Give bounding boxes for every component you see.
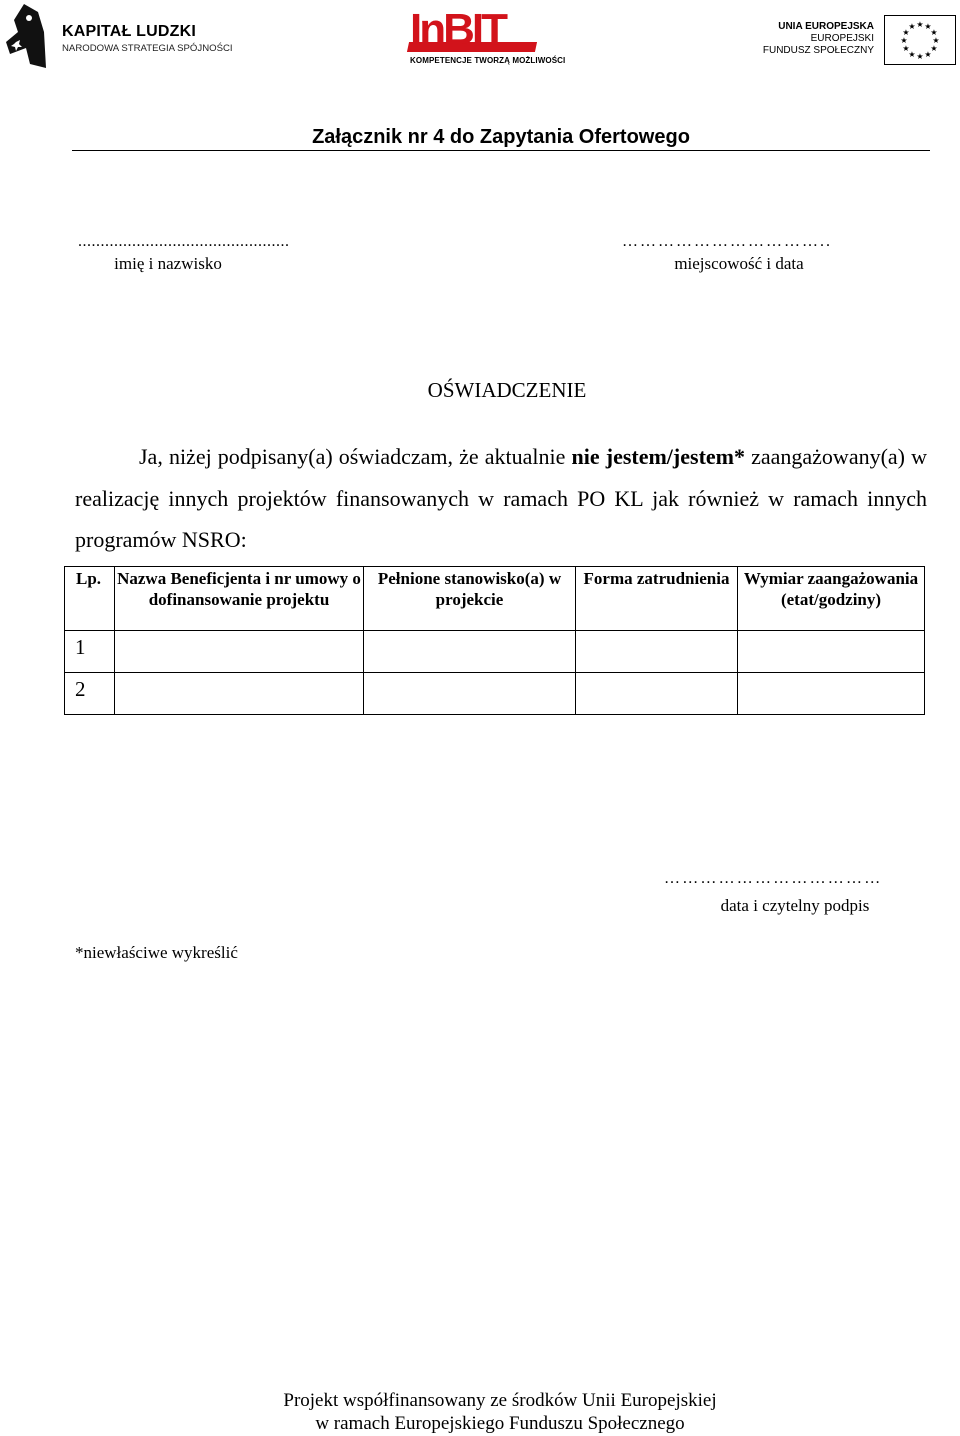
svg-text:★: ★ <box>908 22 916 31</box>
svg-text:★: ★ <box>930 28 938 37</box>
eu-line-2: EUROPEJSKI <box>810 33 874 44</box>
table-header-beneficiary: Nazwa Beneficjenta i nr umowy o dofinansowanie projektu <box>115 567 364 631</box>
statement-part-1: Ja, niżej podpisany(a) oświadczam, że aktualnie <box>139 444 572 469</box>
statement-paragraph <box>75 436 927 561</box>
inbit-logo <box>408 5 566 68</box>
svg-text:★: ★ <box>908 50 916 59</box>
kapital-ludzki-logo <box>4 2 233 70</box>
svg-text:★: ★ <box>924 50 932 59</box>
eu-flag-icon <box>884 15 956 65</box>
footnote: *niewłaściwe wykreślić <box>75 943 238 962</box>
table-header-lp: Lp. <box>65 567 115 631</box>
inbit-tagline: KOMPETENCJE TWORZĄ MOŻLIWOŚCI <box>410 56 566 65</box>
svg-text:★: ★ <box>916 52 924 61</box>
svg-text:★: ★ <box>902 44 910 53</box>
place-date-label: miejscowość i data <box>674 254 804 273</box>
table-row <box>65 673 925 715</box>
table-header-position: Pełnione stanowisko(a) w projekcie <box>364 567 576 631</box>
table-cell[interactable] <box>576 631 738 673</box>
table-cell[interactable] <box>576 673 738 715</box>
svg-text:★: ★ <box>924 22 932 31</box>
eu-logo-text <box>763 21 874 57</box>
table-cell[interactable] <box>115 673 364 715</box>
table-header-engagement: Wymiar zaangażowania (etat/godziny) <box>738 567 925 631</box>
statement-part-2: zaangażowany(a) w realizację innych projektów finansowanych w ramach PO KL jak również w ramach innych programów NSRO: <box>75 444 928 552</box>
table-cell[interactable] <box>738 631 925 673</box>
table-cell[interactable] <box>364 631 576 673</box>
statement-bold: nie jestem/jestem* <box>571 444 745 469</box>
table-cell[interactable] <box>364 673 576 715</box>
table-cell[interactable] <box>115 631 364 673</box>
table-cell[interactable] <box>738 673 925 715</box>
eu-line-1: UNIA EUROPEJSKA <box>778 21 874 32</box>
kapital-ludzki-subtitle: NARODOWA STRATEGIA SPÓJNOŚCI <box>62 43 233 54</box>
eu-line-3: FUNDUSZ SPOŁECZNY <box>762 45 874 56</box>
eu-logo <box>762 13 958 67</box>
inbit-wordmark: InBIT <box>410 5 505 54</box>
projects-table <box>64 566 925 715</box>
svg-text:★: ★ <box>916 20 924 29</box>
svg-text:★: ★ <box>930 44 938 53</box>
signature-dots: ……………………………… <box>664 870 883 887</box>
kapital-ludzki-title: KAPITAŁ LUDZKI <box>62 23 197 40</box>
statement-heading: OŚWIADCZENIE <box>427 378 587 402</box>
name-label: imię i nazwisko <box>114 254 222 273</box>
svg-text:★: ★ <box>932 36 940 45</box>
place-date-dots: …………………………….. <box>622 233 832 250</box>
document-title: Załącznik nr 4 do Zapytania Ofertowego <box>312 126 690 148</box>
svg-text:★: ★ <box>900 36 908 45</box>
kapital-ludzki-emblem-icon <box>4 2 54 70</box>
footer-line-2: w ramach Europejskiego Funduszu Społecznego <box>315 1413 685 1434</box>
footer-line-1: Projekt współfinansowany ze środków Unii Europejskiej <box>283 1390 717 1411</box>
table-header-employment: Forma zatrudnienia <box>576 567 738 631</box>
page-footer <box>0 1389 960 1435</box>
table-cell-lp: 2 <box>65 673 115 715</box>
signature-label: data i czytelny podpis <box>720 896 870 915</box>
name-dots: ............................................... <box>78 233 290 250</box>
table-header-row <box>65 567 925 631</box>
title-underline <box>72 150 930 151</box>
table-cell-lp: 1 <box>65 631 115 673</box>
svg-text:★: ★ <box>902 28 910 37</box>
table-row <box>65 631 925 673</box>
